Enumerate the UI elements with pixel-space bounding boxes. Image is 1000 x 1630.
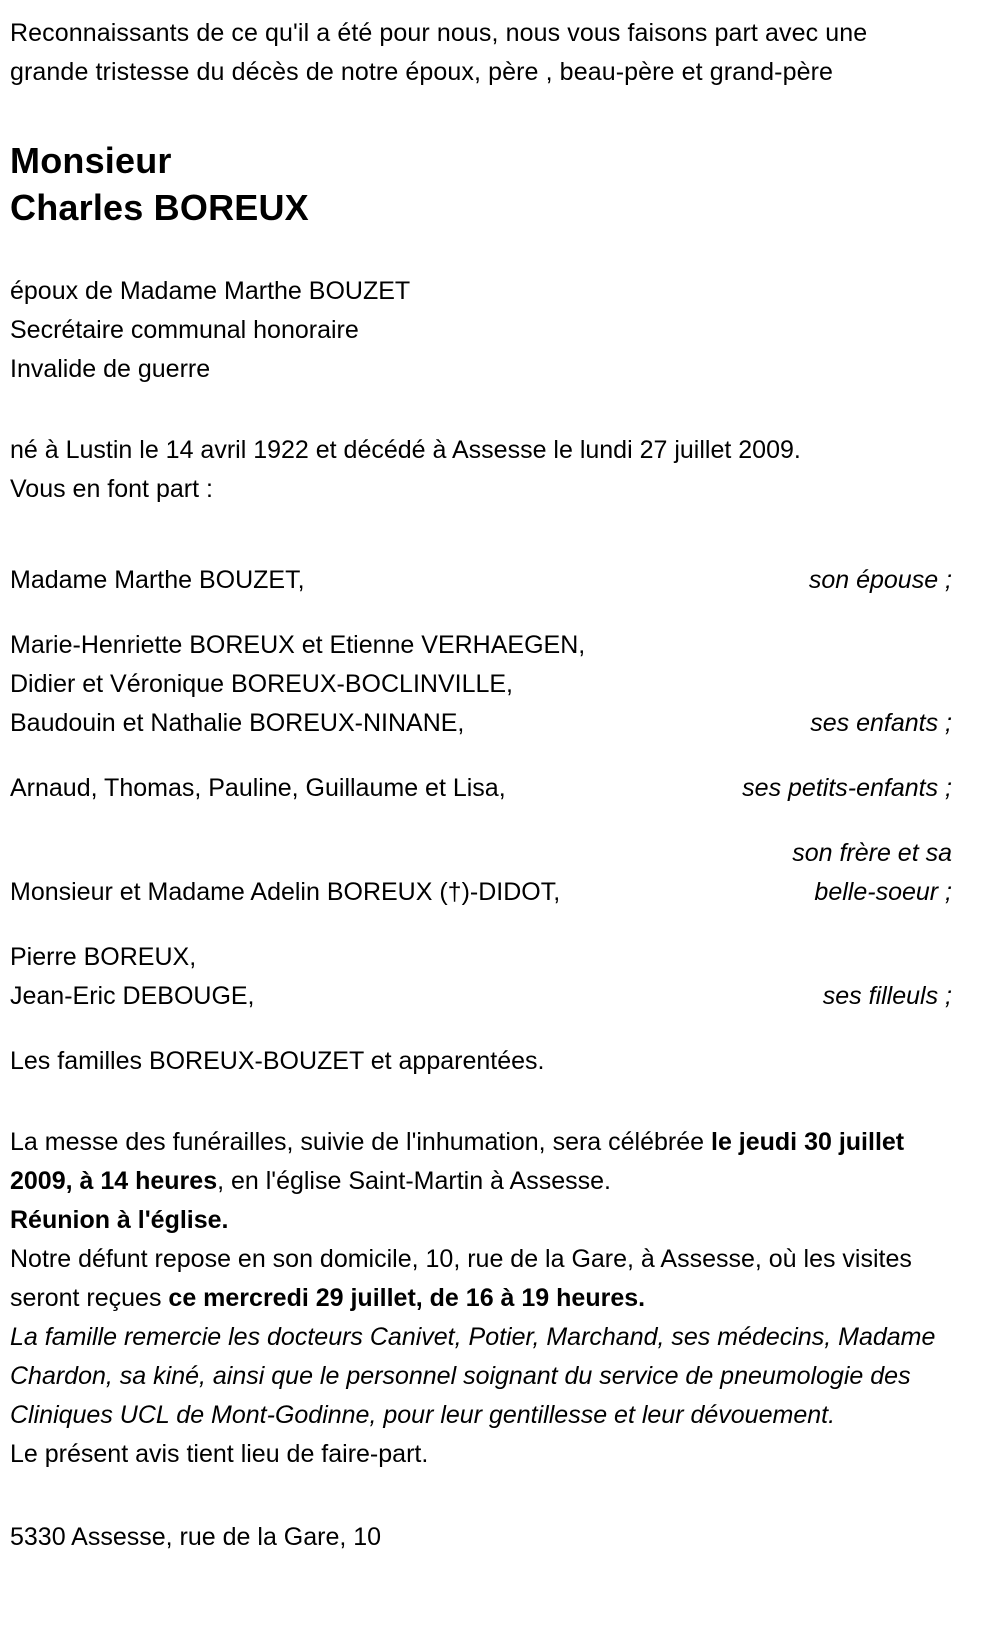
announcement-line: Vous en font part : bbox=[10, 474, 213, 503]
family-relation bbox=[823, 977, 952, 1016]
thanks-paragraph: La famille remercie les docteurs Canivet, Potier, Marchand, ses médecins, Madame Chardon, sa kiné, ainsi que le personnel soignant du service de pneumologie des Cliniques UCL de Mont-Godinne, pour leur gentillesse et leur dévouement. bbox=[10, 1322, 936, 1429]
mass-datetime-text: le jeudi 30 juillet 2009, à 14 heures bbox=[10, 1127, 905, 1195]
family-relation bbox=[809, 561, 952, 600]
family-name-line: Monsieur et Madame Adelin BOREUX (†)-DIDOT, bbox=[10, 877, 561, 906]
notice-note-paragraph: Le présent avis tient lieu de faire-part. bbox=[10, 1439, 429, 1468]
address-line: 5330 Assesse, rue de la Gare, 10 bbox=[10, 1522, 382, 1551]
deceased-title: Monsieur bbox=[10, 140, 172, 181]
family-group bbox=[10, 769, 952, 808]
repose-prefix-text: Notre défunt repose en son domicile, 10, rue de la Gare, à Assesse, où les visites seront reçues bbox=[10, 1244, 912, 1312]
family-names bbox=[10, 769, 722, 808]
spouse-of-line: époux de Madame Marthe BOUZET bbox=[10, 276, 411, 305]
family-name-line: Madame Marthe BOUZET, bbox=[10, 565, 305, 594]
family-names bbox=[10, 873, 772, 912]
family-name-line: Marie-Henriette BOREUX et Etienne VERHAEGEN, bbox=[10, 630, 586, 659]
mass-suffix-text: , en l'église Saint-Martin à Assesse. bbox=[217, 1166, 611, 1195]
lifespan-block bbox=[10, 431, 952, 509]
family-relation bbox=[792, 834, 952, 912]
family-name-line: Pierre BOREUX, bbox=[10, 942, 197, 971]
family-relation-line: ses filleuls ; bbox=[822, 981, 952, 1010]
family-name-line: Jean-Eric DEBOUGE, bbox=[10, 981, 255, 1010]
family-group bbox=[10, 834, 952, 912]
family-names bbox=[10, 626, 790, 743]
family-relation-line: ses enfants ; bbox=[810, 708, 952, 737]
family-relation bbox=[810, 704, 952, 743]
family-relation-line: belle-soeur ; bbox=[814, 877, 952, 906]
family-relation-line: son frère et sa bbox=[792, 838, 952, 867]
family-name-line: Arnaud, Thomas, Pauline, Guillaume et Lisa, bbox=[10, 773, 506, 802]
deceased-qualities bbox=[10, 272, 952, 389]
intro-paragraph: Reconnaissants de ce qu'il a été pour nous, nous vous faisons part avec une grande tristesse du décès de notre époux, père , beau-père et grand-père bbox=[10, 19, 868, 86]
occupation-line: Secrétaire communal honoraire bbox=[10, 315, 359, 344]
family-relation-line: son épouse ; bbox=[808, 565, 952, 594]
service-details bbox=[10, 1123, 952, 1474]
family-names bbox=[10, 561, 789, 600]
mass-prefix-text: La messe des funérailles, suivie de l'inhumation, sera célébrée bbox=[10, 1127, 711, 1156]
family-name-line: Baudouin et Nathalie BOREUX-NINANE, bbox=[10, 708, 465, 737]
distinction-line: Invalide de guerre bbox=[10, 354, 211, 383]
family-relation bbox=[742, 769, 952, 808]
gathering-text: Réunion à l'église. bbox=[10, 1205, 229, 1234]
visiting-hours-text: ce mercredi 29 juillet, de 16 à 19 heures. bbox=[168, 1283, 646, 1312]
family-relation-line: ses petits-enfants ; bbox=[742, 773, 952, 802]
birth-death-line: né à Lustin le 14 avril 1922 et décédé à Assesse le lundi 27 juillet 2009. bbox=[10, 435, 801, 464]
family-closing-line: Les familles BOREUX-BOUZET et apparentées. bbox=[10, 1046, 545, 1075]
family-name-line: Didier et Véronique BOREUX-BOCLINVILLE, bbox=[10, 669, 513, 698]
family-group bbox=[10, 938, 952, 1016]
family-group bbox=[10, 626, 952, 743]
gathering-paragraph bbox=[10, 1201, 952, 1240]
family-group bbox=[10, 561, 952, 600]
family-names bbox=[10, 938, 803, 1016]
repose-paragraph bbox=[10, 1240, 952, 1318]
family-listing bbox=[10, 561, 952, 1081]
mass-paragraph bbox=[10, 1123, 952, 1201]
deceased-name-block bbox=[10, 138, 952, 232]
deceased-name: Charles BOREUX bbox=[10, 186, 309, 228]
